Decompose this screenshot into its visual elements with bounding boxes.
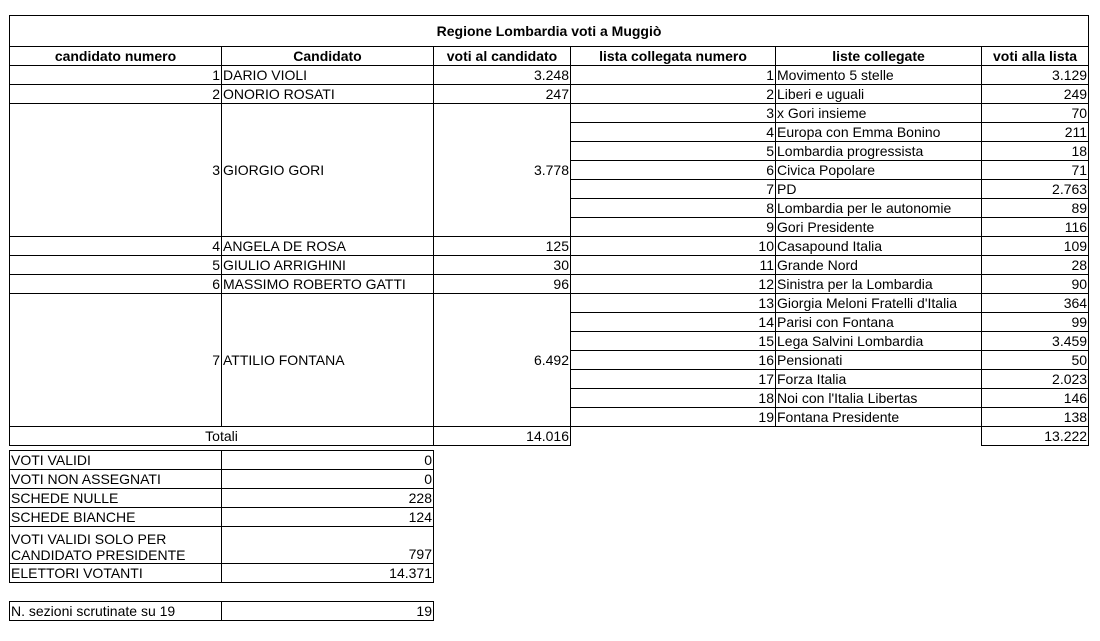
list-votes: 28 bbox=[982, 256, 1089, 275]
list-name: Noi con l'Italia Libertas bbox=[776, 389, 982, 408]
sections-row bbox=[10, 602, 434, 621]
table-row bbox=[10, 85, 1089, 104]
list-votes: 70 bbox=[982, 104, 1089, 123]
list-number: 14 bbox=[571, 313, 776, 332]
list-votes: 3.129 bbox=[982, 66, 1089, 85]
summary-label: SCHEDE NULLE bbox=[10, 489, 222, 508]
list-votes: 2.023 bbox=[982, 370, 1089, 389]
list-name: Forza Italia bbox=[776, 370, 982, 389]
candidate-name: ATTILIO FONTANA bbox=[222, 294, 434, 427]
list-votes: 249 bbox=[982, 85, 1089, 104]
list-votes: 211 bbox=[982, 123, 1089, 142]
list-votes: 116 bbox=[982, 218, 1089, 237]
list-number: 8 bbox=[571, 199, 776, 218]
candidate-name: DARIO VIOLI bbox=[222, 66, 434, 85]
summary-value: 14.371 bbox=[222, 564, 434, 583]
candidate-name: GIULIO ARRIGHINI bbox=[222, 256, 434, 275]
list-name: Lombardia per le autonomie bbox=[776, 199, 982, 218]
list-number: 2 bbox=[571, 85, 776, 104]
summary-label: VOTI VALIDI bbox=[10, 451, 222, 470]
sections-value: 19 bbox=[222, 602, 434, 621]
candidate-number: 4 bbox=[10, 237, 222, 256]
list-number: 11 bbox=[571, 256, 776, 275]
summary-row bbox=[10, 564, 434, 583]
summary-row bbox=[10, 451, 434, 470]
summary-label: VOTI VALIDI SOLO PER CANDIDATO PRESIDENTE bbox=[10, 527, 222, 564]
list-number: 15 bbox=[571, 332, 776, 351]
totals-label: Totali bbox=[10, 427, 434, 446]
header-list-votes: voti alla lista bbox=[982, 47, 1089, 66]
list-votes: 89 bbox=[982, 199, 1089, 218]
list-name: Fontana Presidente bbox=[776, 408, 982, 427]
candidate-number: 5 bbox=[10, 256, 222, 275]
summary-value: 797 bbox=[222, 527, 434, 564]
summary-value: 0 bbox=[222, 451, 434, 470]
candidate-number: 1 bbox=[10, 66, 222, 85]
list-name: Giorgia Meloni Fratelli d'Italia bbox=[776, 294, 982, 313]
candidate-votes: 6.492 bbox=[434, 294, 571, 427]
list-name: Europa con Emma Bonino bbox=[776, 123, 982, 142]
totals-candidate-votes: 14.016 bbox=[434, 427, 571, 446]
candidate-number: 7 bbox=[10, 294, 222, 427]
list-name: Casapound Italia bbox=[776, 237, 982, 256]
list-name: Civica Popolare bbox=[776, 161, 982, 180]
list-name: Pensionati bbox=[776, 351, 982, 370]
candidate-number: 3 bbox=[10, 104, 222, 237]
table-row bbox=[10, 66, 1089, 85]
list-number: 4 bbox=[571, 123, 776, 142]
summary-label: VOTI NON ASSEGNATI bbox=[10, 470, 222, 489]
list-number: 6 bbox=[571, 161, 776, 180]
candidate-number: 6 bbox=[10, 275, 222, 294]
table-row bbox=[10, 104, 1089, 123]
list-votes: 71 bbox=[982, 161, 1089, 180]
summary-row bbox=[10, 470, 434, 489]
candidate-votes: 125 bbox=[434, 237, 571, 256]
list-votes: 99 bbox=[982, 313, 1089, 332]
table-title: Regione Lombardia voti a Muggiò bbox=[10, 16, 1089, 47]
list-name: Gori Presidente bbox=[776, 218, 982, 237]
table-row bbox=[10, 237, 1089, 256]
header-candidate-votes: voti al candidato bbox=[434, 47, 571, 66]
summary-label: ELETTORI VOTANTI bbox=[10, 564, 222, 583]
list-number: 1 bbox=[571, 66, 776, 85]
list-votes: 364 bbox=[982, 294, 1089, 313]
summary-row bbox=[10, 508, 434, 527]
table-row bbox=[10, 275, 1089, 294]
candidate-votes: 30 bbox=[434, 256, 571, 275]
summary-table bbox=[9, 450, 434, 583]
summary-value: 0 bbox=[222, 470, 434, 489]
sections-table bbox=[9, 601, 434, 621]
list-number: 19 bbox=[571, 408, 776, 427]
list-name: Liberi e uguali bbox=[776, 85, 982, 104]
candidate-name: MASSIMO ROBERTO GATTI bbox=[222, 275, 434, 294]
list-number: 10 bbox=[571, 237, 776, 256]
summary-value: 228 bbox=[222, 489, 434, 508]
totals-list-votes: 13.222 bbox=[982, 427, 1089, 446]
candidate-votes: 96 bbox=[434, 275, 571, 294]
candidate-name: ONORIO ROSATI bbox=[222, 85, 434, 104]
list-votes: 109 bbox=[982, 237, 1089, 256]
list-name: Movimento 5 stelle bbox=[776, 66, 982, 85]
list-number: 16 bbox=[571, 351, 776, 370]
list-name: Parisi con Fontana bbox=[776, 313, 982, 332]
list-number: 17 bbox=[571, 370, 776, 389]
list-name: Sinistra per la Lombardia bbox=[776, 275, 982, 294]
list-number: 3 bbox=[571, 104, 776, 123]
list-votes: 138 bbox=[982, 408, 1089, 427]
summary-label: SCHEDE BIANCHE bbox=[10, 508, 222, 527]
list-number: 7 bbox=[571, 180, 776, 199]
list-votes: 18 bbox=[982, 142, 1089, 161]
list-votes: 3.459 bbox=[982, 332, 1089, 351]
header-lists: liste collegate bbox=[776, 47, 982, 66]
table-row bbox=[10, 256, 1089, 275]
header-candidate-number: candidato numero bbox=[10, 47, 222, 66]
list-name: Lega Salvini Lombardia bbox=[776, 332, 982, 351]
sections-label: N. sezioni scrutinate su 19 bbox=[10, 602, 222, 621]
list-name: PD bbox=[776, 180, 982, 199]
totals-spacer bbox=[571, 427, 982, 446]
summary-value: 124 bbox=[222, 508, 434, 527]
list-number: 18 bbox=[571, 389, 776, 408]
results-table bbox=[9, 15, 1089, 446]
list-votes: 146 bbox=[982, 389, 1089, 408]
list-name: Lombardia progressista bbox=[776, 142, 982, 161]
list-name: x Gori insieme bbox=[776, 104, 982, 123]
totals-row bbox=[10, 427, 1089, 446]
summary-row bbox=[10, 489, 434, 508]
list-votes: 90 bbox=[982, 275, 1089, 294]
candidate-name: ANGELA DE ROSA bbox=[222, 237, 434, 256]
header-list-number: lista collegata numero bbox=[571, 47, 776, 66]
list-number: 5 bbox=[571, 142, 776, 161]
list-votes: 50 bbox=[982, 351, 1089, 370]
list-number: 12 bbox=[571, 275, 776, 294]
candidate-name: GIORGIO GORI bbox=[222, 104, 434, 237]
table-row bbox=[10, 294, 1089, 313]
header-candidate: Candidato bbox=[222, 47, 434, 66]
list-number: 9 bbox=[571, 218, 776, 237]
list-number: 13 bbox=[571, 294, 776, 313]
list-votes: 2.763 bbox=[982, 180, 1089, 199]
candidate-votes: 247 bbox=[434, 85, 571, 104]
candidate-votes: 3.248 bbox=[434, 66, 571, 85]
candidate-votes: 3.778 bbox=[434, 104, 571, 237]
list-name: Grande Nord bbox=[776, 256, 982, 275]
summary-row bbox=[10, 527, 434, 564]
candidate-number: 2 bbox=[10, 85, 222, 104]
